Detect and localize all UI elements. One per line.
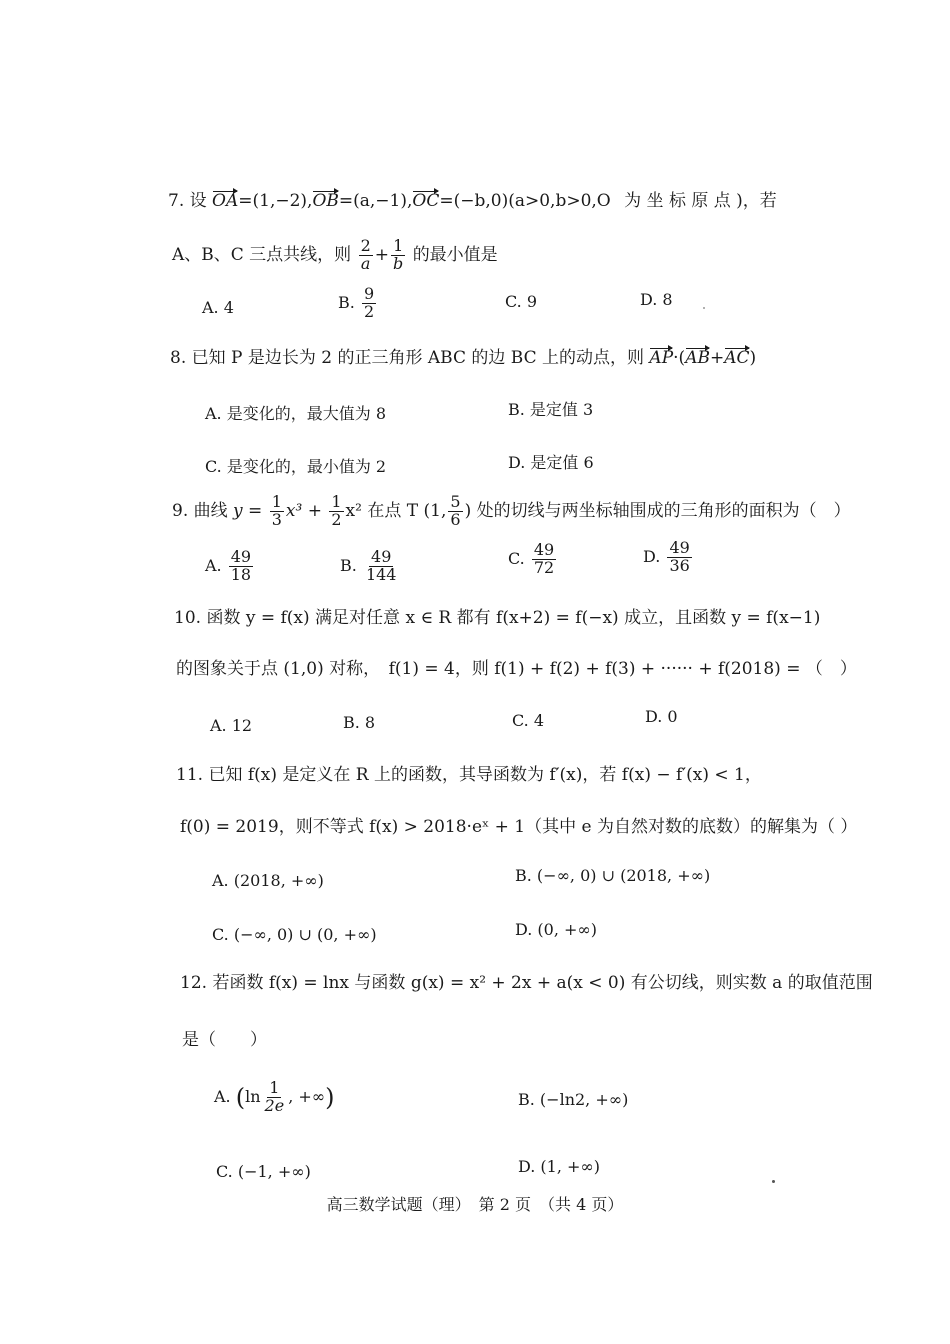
q10-option-b: B. 8	[343, 713, 376, 732]
q7-option-c: C. 9	[505, 292, 538, 311]
q11-option-c: C. (−∞, 0) ∪ (0, +∞)	[212, 925, 377, 944]
q8-option-b: B. 是定值 3	[508, 400, 594, 419]
q12-option-b: B. (−ln2, +∞)	[518, 1090, 629, 1109]
q12-option-a: A. (ln $\frac{1}{2e}$ , +∞)	[214, 1078, 335, 1115]
vector-oa: OA	[212, 191, 239, 211]
q12-line1: 12. 若函数 f(x) = lnx 与函数 g(x) = x² + 2x + a(x < 0) 有公切线，则实数 a 的取值范围	[180, 973, 873, 993]
q10-line1: 10. 函数 y = f(x) 满足对任意 x ∈ R 都有 f(x+2) = f(−x) 成立，且函数 y = f(x−1)	[174, 608, 821, 628]
q9-option-b: B. $\frac{49}{144}$	[340, 547, 397, 584]
q11-option-b: B. (−∞, 0) ∪ (2018, +∞)	[515, 866, 711, 885]
q7-line2: A、B、C 三点共线，则 $\frac{2}{a}$ + $\frac{1}{b}$ 的最小值是	[172, 236, 498, 273]
q7-option-a: A. 4	[202, 298, 234, 317]
scan-speck	[772, 1180, 775, 1183]
q9-option-c: C. $\frac{49}{72}$	[508, 540, 555, 577]
q11-line1: 11. 已知 f(x) 是定义在 R 上的函数，其导函数为 f′(x)，若 f(x) − f′(x) < 1，	[176, 765, 762, 785]
q12-line2: 是（ ）	[182, 1030, 267, 1050]
q10-line2: 的图象关于点 (1,0) 对称， f(1) = 4，则 f(1) + f(2) + f(3) + ······ + f(2018) = （ ）	[176, 659, 857, 679]
q7-line1: 7. 设 OA=(1,−2),OB=(a,−1),OC=(−b,0)(a>0,b>0,O 为 坐 标 原 点 )，若	[168, 191, 777, 211]
q11-option-d: D. (0, +∞)	[515, 920, 597, 939]
fraction-2-over-a: $\frac{2}{a}$	[360, 236, 371, 273]
vector-ap: AP	[649, 348, 674, 368]
fraction-1-over-b: $\frac{1}{b}$	[393, 236, 404, 273]
q12-option-d: D. (1, +∞)	[518, 1157, 600, 1176]
q11-line2: f(0) = 2019，则不等式 f(x) > 2018·eˣ + 1（其中 e 为自然对数的底数）的解集为（ ）	[180, 817, 858, 837]
q11-option-a: A. (2018, +∞)	[212, 871, 324, 890]
q7-option-d: D. 8	[640, 290, 673, 309]
scan-speck	[703, 307, 705, 309]
q7-option-b: B. $\frac{9}{2}$	[338, 284, 375, 321]
q10-option-c: C. 4	[512, 711, 545, 730]
q12-option-c: C. (−1, +∞)	[216, 1162, 311, 1181]
vector-ac: AC	[724, 348, 750, 368]
q8-line1: 8. 已知 P 是边长为 2 的正三角形 ABC 的边 BC 上的动点，则 AP·(AB+AC)	[170, 348, 757, 368]
page-footer: 高三数学试题（理） 第 2 页 （共 4 页）	[326, 1195, 624, 1214]
vector-oc: OC	[412, 191, 440, 211]
q9-option-a: A. $\frac{49}{18}$	[205, 547, 252, 584]
q9-line1: 9. 曲线 y = $\frac{1}{3}$ x³ + $\frac{1}{2}$ x² 在点 T (1, $\frac{5}{6}$ ) 处的切线与两坐标轴围成的三角形的面积为（ ）	[172, 492, 851, 529]
vector-ab: AB	[685, 348, 710, 368]
q8-option-c: C. 是变化的，最小值为 2	[205, 457, 387, 476]
q8-option-d: D. 是定值 6	[508, 453, 594, 472]
q10-option-d: D. 0	[645, 707, 678, 726]
vector-ob: OB	[312, 191, 339, 211]
q10-option-a: A. 12	[210, 716, 253, 735]
q9-option-d: D. $\frac{49}{36}$	[643, 538, 690, 575]
q8-option-a: A. 是变化的，最大值为 8	[205, 404, 386, 423]
